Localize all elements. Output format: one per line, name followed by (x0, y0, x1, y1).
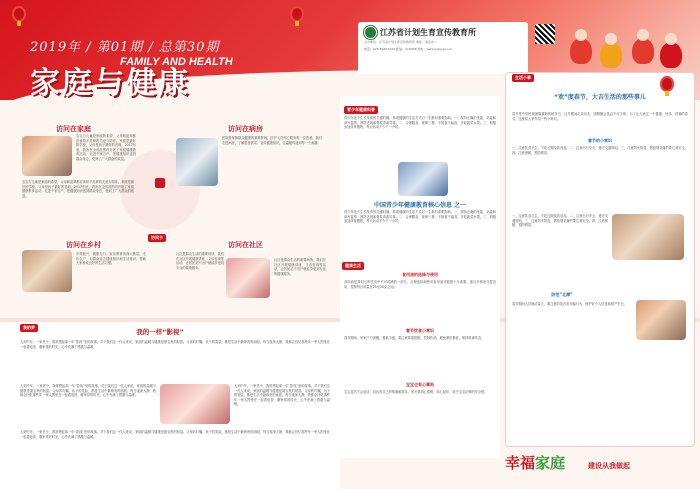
home-text: 宝宝与儿童是家庭的希望，父母和祖辈都应该给予足够的关爱与陪伴。家庭是最好的学校，父母是孩子最好的老师。2017年底，我所在全省范围内开展了家庭健康教育活动，走进千家万户，把健康知识送到群众身边，受到了广大群众的欢迎。 (76, 134, 136, 161)
right-illustration (612, 214, 684, 260)
kid-figure (570, 38, 592, 64)
publisher-info: 电话：025-84497424 邮编：210008 网址：www.jsjsw.gov.cn (364, 47, 453, 51)
mid-bottom-tag: 健康生活 (342, 262, 364, 270)
section-title-village: 访问在乡村 (66, 240, 101, 249)
right-photo (636, 300, 686, 340)
mid-bottom-text-2: 春节期间，家家户户团聚，餐桌丰盛。要注意荤素搭配，控制饮酒，避免暴饮暴食，保持规律作息。 (344, 336, 485, 340)
mid-top-text: 青少年处于生长发育的关键时期，养成健康的生活方式对一生都有重要影响。一、保持正确的坐姿、站姿和读写姿势，预防近视和脊柱弯曲异常。二、合理膳食，规律三餐，不挑食不偏食，多吃蔬菜水果。三、积极参加体育锻炼，每天运动不少于一小时。 (344, 116, 496, 130)
right-text-2b: 一、注意饮食卫生，不吃过期变质食品。二、注意出行安全，遵守交通规则。三、注意防火防盗，燃放烟花爆竹要注意安全。四、注意保暖，预防感冒。 (512, 214, 608, 228)
right-tag: 生活小事 (512, 74, 534, 82)
right-text-2: 一、注意饮食卫生，不吃过期变质食品。二、注意出行安全，遵守交通规则。三、注意防火防盗，燃放烟花爆竹要注意安全。四、注意保暖，预防感冒。 (512, 146, 688, 155)
section-title-home: 访问在家庭 (56, 124, 91, 133)
visit-card-label: 访问卡 (148, 234, 166, 242)
article-photo (160, 384, 230, 424)
visit-card-icon (155, 178, 165, 188)
community-text-cont: 社区是群众生活的重要场所，我们在社区开展健康讲座、义诊咨询等活动，让居民足不出户就能享受到专业的健康服务。 (274, 258, 326, 276)
community-text: 社区是群众生活的重要场所，我们在社区开展健康讲座、义诊咨询等活动，让居民足不出户就能享受到专业的健康服务。 (176, 252, 224, 270)
mid-bottom-heading-1: 食用油的选择与使用 (402, 272, 438, 277)
mid-top-tag: 青少年健康科普 (344, 106, 378, 114)
lantern-icon (290, 6, 304, 22)
mid-bottom-text-3: 宝宝虽然不会说话，但也有自己的情绪和需求。家长要细心观察，用心陪伴，给予宝宝足够的安全感。 (344, 390, 488, 394)
article-text: 人到中年，一家老小，我常想起那一年“影视”里的故事。对于我们这一代人来说，家庭的温暖与健康是最宝贵的财富。父母的叮嘱，孩子的笑脸，都是生活中最珍贵的画面。每当夜深人静，我都会回忆那些年一家人围坐在一起看电视、聊家常的时光，心中充满了感激与温暖。 (20, 340, 330, 349)
home-photo (22, 136, 72, 176)
issue-number: 2019年 / 第01期 / 总第30期 (30, 40, 220, 55)
footer-slogan (505, 452, 565, 473)
article-heading: 我的一样“影视” (136, 328, 184, 336)
mid-bottom-heading-2: 春节饮食小常识 (406, 328, 434, 333)
article-text-3: 人到中年，一家老小，我常想起那一年“影视”里的故事。对于我们这一代人来说，家庭的温暖与健康是最宝贵的财富。父母的叮嘱，孩子的笑脸，都是生活中最珍贵的画面。每当夜深人静，我都会回忆那些年一家人围坐在一起看电视、聊家常的时光，心中充满了感激与温暖。 (234, 384, 330, 407)
mid-top-text-2: 青少年处于生长发育的关键时期，养成健康的生活方式对一生都有重要影响。一、保持正确的坐姿、站姿和读写姿势，预防近视和脊柱弯曲异常。二、合理膳食，规律三餐，不挑食不偏食，多吃蔬菜水果。三、积极参加体育锻炼，每天运动不少于一小时。 (344, 210, 496, 224)
festive-kids-illustration (560, 10, 690, 70)
publisher-name: 江苏省计划生育宣传教育所 (380, 28, 476, 37)
lantern-icon (12, 6, 26, 22)
community-photo (226, 258, 270, 298)
home-text-cont: 宝宝与儿童是家庭的希望，父母和祖辈都应该给予足够的关爱与陪伴。家庭是最好的学校，父母是孩子最好的老师。2017年底，我所在全省范围内开展了家庭健康教育活动，走进千家万户，把健康知识送到群众身边，受到了广大群众的欢迎。 (22, 180, 134, 198)
publisher-logo-icon (364, 26, 377, 39)
right-text-1: 春节是中华民族最隆重的传统节日，过年期间走亲访友、团圆聚会是必不可少的。为了让大家过一个健康、快乐、祥和的春节，这里给大家介绍一些小常识。 (512, 112, 688, 121)
article-tag: 我的梦 (20, 324, 38, 332)
footer-slogan-2: 建设从我做起 (588, 462, 630, 470)
publisher-info: 主办单位：江苏省计划生育宣传教育所 地址：南京市... (364, 40, 437, 44)
mid-bottom-text-1: 食用油是我们日常饮食中不可或缺的一部分，合理选择和使用食用油对健康十分重要。建议多种油交替食用，控制每日用量在25至30克之间。 (344, 280, 496, 289)
hospital-text: 医院是保障群众健康的重要阵地，医护人员用心服务每一位患者。我们走进病房，了解患者需求，宣传健康知识，让温暖传递到每一个角落。 (222, 136, 322, 145)
page-title-en: FAMILY AND HEALTH (120, 56, 233, 68)
mid-bottom-heading-3: 宝宝也有心事吗 (406, 382, 434, 387)
kid-figure (632, 38, 654, 64)
article-text-4: 人到中年，一家老小，我常想起那一年“影视”里的故事。对于我们这一代人来说，家庭的温暖与健康是最宝贵的财富。父母的叮嘱，孩子的笑脸，都是生活中最珍贵的画面。每当夜深人静，我都会回忆那些年一家人围坐在一起看电视、聊家常的时光，心中充满了感激与温暖。 (20, 430, 330, 439)
kid-figure (660, 42, 682, 68)
village-text: 乡村振兴，健康先行。宣传教育所深入基层，走访农户，为群众送去健康知识和生活常识，帮助大家养成良好的生活习惯。 (76, 252, 146, 266)
slogan-part-b: 家庭 (535, 454, 566, 472)
lantern-icon (660, 76, 674, 92)
village-photo (22, 250, 72, 292)
page-title: 家庭与健康 (30, 66, 190, 101)
section-title-hospital: 访问在病房 (228, 124, 263, 133)
section-title-community: 访问在社区 (228, 240, 263, 249)
right-heading-1: “欢”度春节，大吉生活的那些事儿 (554, 94, 646, 101)
kid-figure (600, 42, 622, 68)
article-text-2: 人到中年，一家老小，我常想起那一年“影视”里的故事。对于我们这一代人来说，家庭的温暖与健康是最宝贵的财富。父母的叮嘱，孩子的笑脸，都是生活中最珍贵的画面。每当夜深人静，我都会回忆那些年一家人围坐在一起看电视、聊家常的时光，心中充满了感激与温暖。 (20, 384, 156, 398)
mid-top-photo (398, 162, 448, 196)
slogan-part-a: 幸福 (505, 454, 536, 472)
qr-code-icon (535, 24, 555, 44)
hospital-photo (176, 138, 218, 186)
right-heading-2: 春节的小常识 (588, 138, 612, 143)
right-text-3: 春节期间人员流动量大，要注意防范各类诈骗行为，保护好个人信息和财产安全。 (512, 302, 627, 306)
mid-top-heading: 中国青少年健康教育核心信息 之一 (373, 202, 467, 209)
publisher-box (358, 22, 528, 74)
right-heading-3: 防范“北漂” (551, 292, 573, 297)
